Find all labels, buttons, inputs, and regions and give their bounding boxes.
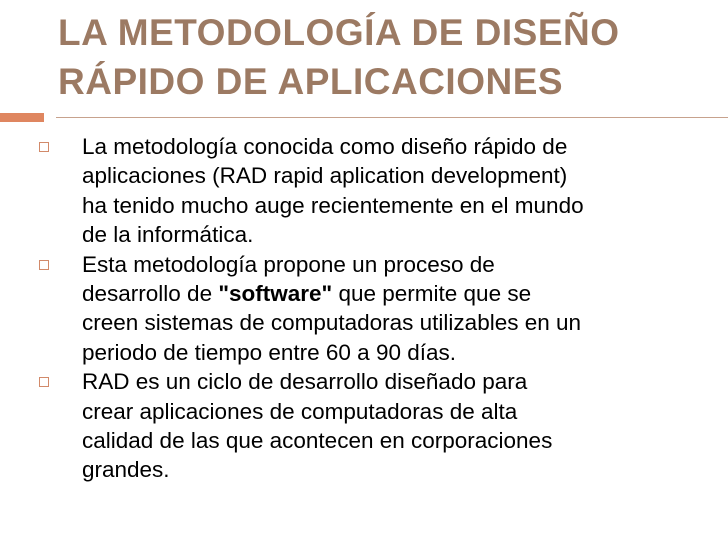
bullet-text-line: aplicaciones (RAD rapid aplication development) [82, 163, 568, 189]
hollow-square-bullet-icon [39, 377, 49, 387]
bullet-text-line: periodo de tiempo entre 60 a 90 días. [82, 339, 457, 365]
bullet-item [38, 132, 710, 250]
slide-title [58, 8, 718, 106]
bullet-text-line: calidad de las que acontecen en corporaciones [82, 428, 553, 454]
bullet-item [38, 367, 710, 485]
bullet-text-fragment: desarrollo de [82, 281, 219, 307]
bullet-text-fragment: que permite que se [332, 281, 532, 307]
bullet-text-line: creen sistemas de computadoras utilizables en un [82, 310, 582, 336]
bullet-text-emphasis: "software" [218, 281, 333, 307]
bullet-list [38, 132, 710, 485]
bullet-text-line: Esta metodología propone un proceso de [82, 251, 495, 277]
hollow-square-bullet-icon [39, 260, 49, 270]
bullet-item [38, 250, 710, 368]
title-line: RÁPIDO DE APLICACIONES [58, 61, 564, 102]
title-line: LA METODOLOGÍA DE DISEÑO [58, 12, 620, 53]
bullet-text-line [82, 279, 710, 308]
title-divider-line [56, 117, 728, 118]
hollow-square-bullet-icon [39, 142, 49, 152]
accent-bar [0, 113, 44, 122]
bullet-text-line: RAD es un ciclo de desarrollo diseñado para [82, 369, 528, 395]
bullet-text-line: La metodología conocida como diseño rápido de [82, 134, 568, 159]
bullet-text-line: grandes. [82, 457, 170, 483]
bullet-text-line: crear aplicaciones de computadoras de alta [82, 398, 518, 424]
bullet-text-line: ha tenido mucho auge recientemente en el mundo [82, 192, 584, 218]
bullet-text-line: de la informática. [82, 222, 254, 248]
